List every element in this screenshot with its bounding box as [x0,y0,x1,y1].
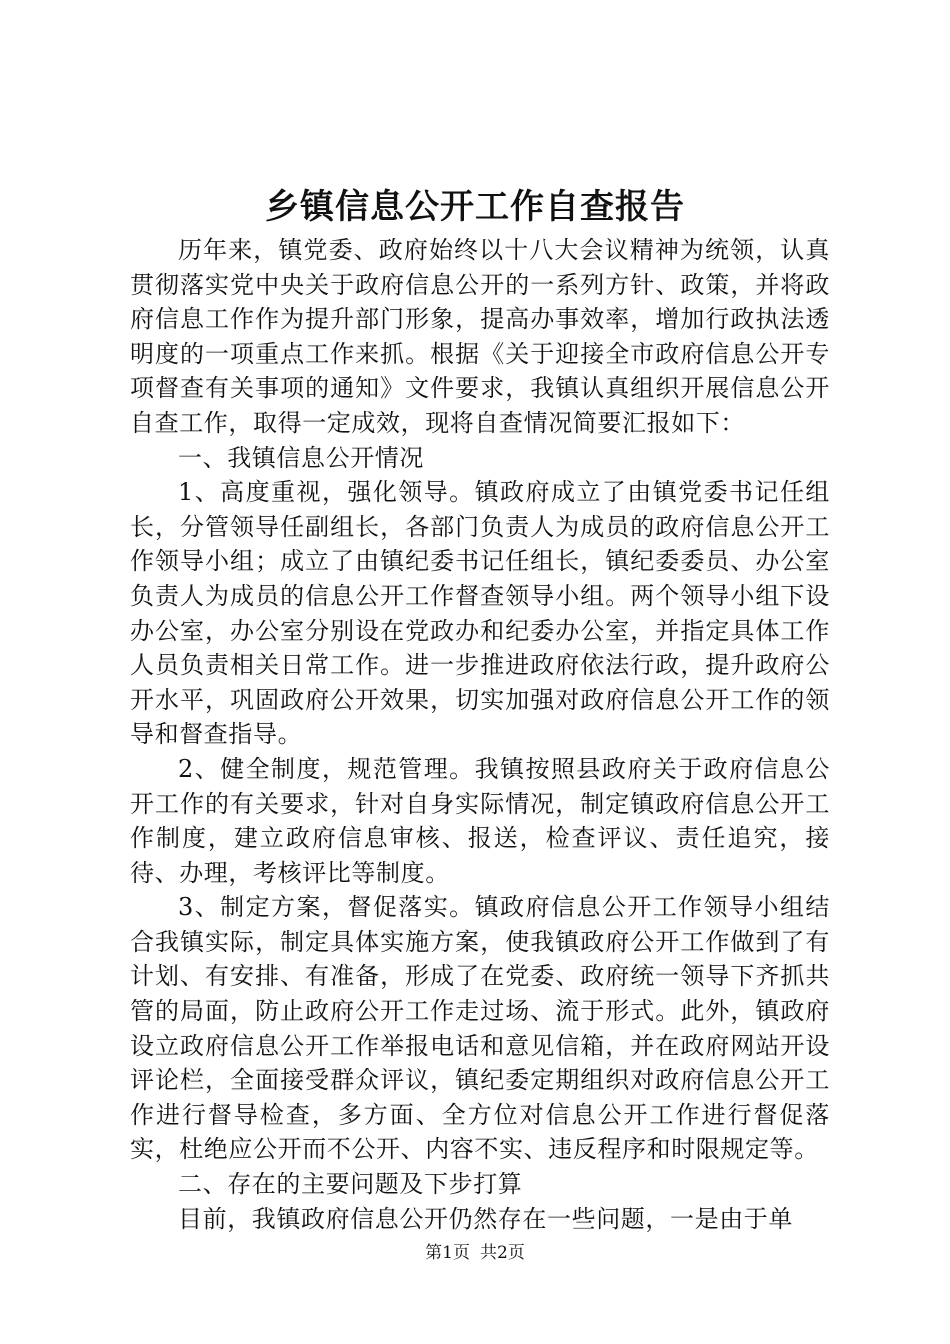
page-footer [0,1241,950,1265]
document-title: 乡镇信息公开工作自查报告 [265,187,685,227]
document-body [130,233,830,1236]
page-total: 共2页 [480,1243,525,1263]
paragraph-intro: 历年来，镇党委、政府始终以十八大会议精神为统领，认真贯彻落实党中央关于政府信息公开的一系列方针、政策，并将政府信息工作作为提升部门形象，提高办事效率，增加行政执法透明度的一项重点工作来抓。根据《关于迎接全市政府信息公开专项督查有关事项的通知》文件要求，我镇认真组织开展信息公开自查工作，取得一定成效，现将自查情况简要汇报如下： [130,236,830,437]
section-heading-2: 二、存在的主要问题及下步打算 [178,1170,523,1199]
paragraph-problems: 目前，我镇政府信息公开仍然存在一些问题，一是由于单 [178,1204,793,1233]
paragraph-item-1: 1、高度重视，强化领导。镇政府成立了由镇党委书记任组长，分管领导任副组长，各部门负责人为成员的政府信息公开工作领导小组；成立了由镇纪委书记任组长，镇纪委委员、办公室负责人为成员的信息公开工作督查领导小组。两个领导小组下设办公室，办公室分别设在党政办和纪委办公室，并指定具体工作人员负责相关日常工作。进一步推进政府依法行政，提升政府公开水平，巩固政府公开效果，切实加强对政府信息公开工作的领导和督查指导。 [130,478,830,749]
paragraph-item-2: 2、健全制度，规范管理。我镇按照县政府关于政府信息公开工作的有关要求，针对自身实际情况，制定镇政府信息公开工作制度，建立政府信息审核、报送，检查评议、责任追究，接待、办理，考核评比等制度。 [130,754,830,887]
page-number: 第1页 [425,1243,470,1263]
paragraph-item-3: 3、制定方案，督促落实。镇政府信息公开工作领导小组结合我镇实际，制定具体实施方案，使我镇政府公开工作做到了有计划、有安排、有准备，形成了在党委、政府统一领导下齐抓共管的局面，防止政府公开工作走过场、流于形式。此外，镇政府设立政府信息公开工作举报电话和意见信箱，并在政府网站开设评论栏，全面接受群众评议，镇纪委定期组织对政府信息公开工作进行督导检查，多方面、全方位对信息公开工作进行督促落实，杜绝应公开而不公开、内容不实、违反程序和时限规定等。 [130,893,830,1164]
section-heading-1: 一、我镇信息公开情况 [178,443,424,472]
